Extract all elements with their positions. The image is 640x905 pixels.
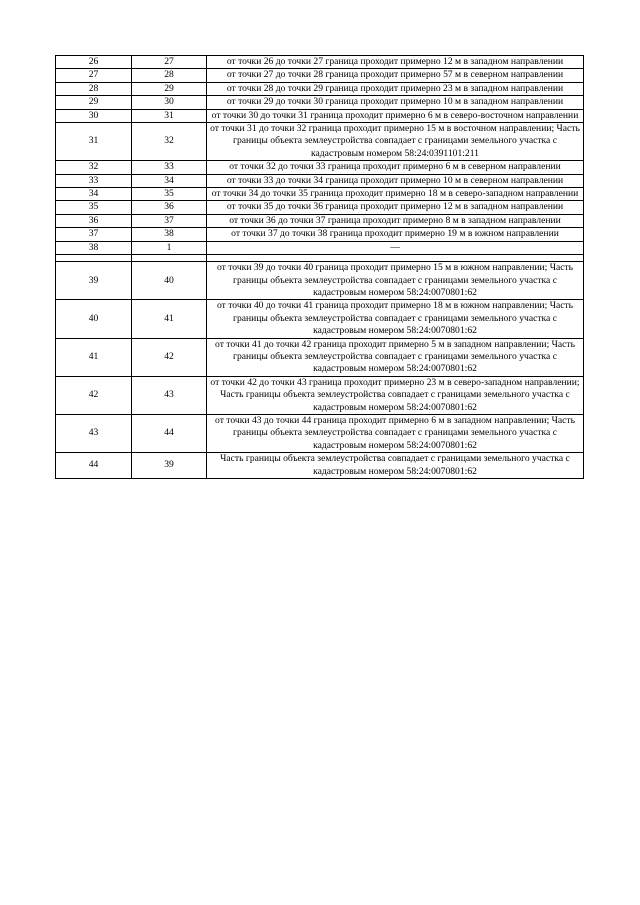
point-from-cell: 30: [56, 109, 132, 122]
point-from-cell: 27: [56, 69, 132, 82]
table-row: [56, 69, 584, 82]
boundary-description-cell: от точки 43 до точки 44 граница проходит примерно 6 м в западном направлении; Часть границы объекта землеустройства совпадает с границами земельного участка с кадастровым номером 58:24:0070801:62: [207, 414, 584, 452]
boundary-description-cell: от точки 32 до точки 33 граница проходит примерно 6 м в северном направлении: [207, 161, 584, 174]
point-from-cell: 36: [56, 214, 132, 227]
point-from-cell: 28: [56, 82, 132, 95]
point-to-cell: 28: [132, 69, 207, 82]
table-row: [56, 123, 584, 161]
table-row: [56, 414, 584, 452]
table-row: [56, 56, 584, 69]
point-to-cell: 35: [132, 188, 207, 201]
point-from-cell: 32: [56, 161, 132, 174]
point-from-cell: 43: [56, 414, 132, 452]
point-from-cell: 41: [56, 338, 132, 376]
point-from-cell: 35: [56, 201, 132, 214]
boundary-description-cell: от точки 27 до точки 28 граница проходит примерно 57 м в северном направлении: [207, 69, 584, 82]
boundary-description-cell: от точки 41 до точки 42 граница проходит примерно 5 м в западном направлении; Часть границы объекта землеустройства совпадает с границами земельного участка с кадастровым номером 58:24:0070801:62: [207, 338, 584, 376]
table-row: [56, 161, 584, 174]
point-from-cell: 29: [56, 96, 132, 109]
table-row: [56, 376, 584, 414]
point-to-cell: 29: [132, 82, 207, 95]
table-row: [56, 262, 584, 300]
boundary-description-cell: от точки 28 до точки 29 граница проходит примерно 23 м в западном направлении: [207, 82, 584, 95]
point-to-cell: 39: [132, 453, 207, 479]
boundary-description-cell: от точки 30 до точки 31 граница проходит примерно 6 м в северо-восточном направлении: [207, 109, 584, 122]
point-to-cell: 1: [132, 241, 207, 254]
table-row: [56, 453, 584, 479]
boundary-description-cell: от точки 31 до точки 32 граница проходит примерно 15 м в восточном направлении; Часть границы объекта землеустройства совпадает с границами земельного участка с кадастровым номером 58:24:0391101:211: [207, 123, 584, 161]
point-from-cell: 42: [56, 376, 132, 414]
boundary-description-cell: от точки 35 до точки 36 граница проходит примерно 12 м в западном направлении: [207, 201, 584, 214]
point-to-cell: 41: [132, 300, 207, 338]
point-from-cell: 31: [56, 123, 132, 161]
point-from-cell: 40: [56, 300, 132, 338]
point-to-cell: 33: [132, 161, 207, 174]
point-from-cell: 44: [56, 453, 132, 479]
point-from-cell: 38: [56, 241, 132, 254]
point-to-cell: 36: [132, 201, 207, 214]
boundary-description-cell: от точки 29 до точки 30 граница проходит примерно 10 м в западном направлении: [207, 96, 584, 109]
boundary-description-cell: [207, 255, 584, 262]
table-row: [56, 174, 584, 187]
point-to-cell: 34: [132, 174, 207, 187]
table-row: [56, 96, 584, 109]
table-row: [56, 214, 584, 227]
table-row: [56, 338, 584, 376]
table-row: [56, 241, 584, 254]
table-row: [56, 188, 584, 201]
boundary-description-cell: от точки 26 до точки 27 граница проходит примерно 12 м в западном направлении: [207, 56, 584, 69]
boundary-description-cell: от точки 34 до точки 35 граница проходит примерно 18 м в северо-западном направлении: [207, 188, 584, 201]
point-to-cell: 43: [132, 376, 207, 414]
boundary-description-cell: от точки 42 до точки 43 граница проходит примерно 23 м в северо-западном направлении; Часть границы объекта землеустройства совпадает с границами земельного участка с кадастровым номером 58:24:0070801:62: [207, 376, 584, 414]
point-from-cell: [56, 255, 132, 262]
boundary-description-cell: от точки 40 до точки 41 граница проходит примерно 18 м в южном направлении; Часть границы объекта землеустройства совпадает с границами земельного участка с кадастровым номером 58:24:0070801:62: [207, 300, 584, 338]
boundary-description-cell: —: [207, 241, 584, 254]
point-to-cell: 31: [132, 109, 207, 122]
boundary-description-table: [55, 55, 584, 479]
point-from-cell: 39: [56, 262, 132, 300]
point-to-cell: [132, 255, 207, 262]
boundary-description-cell: от точки 36 до точки 37 граница проходит примерно 8 м в западном направлении: [207, 214, 584, 227]
table-body: [56, 56, 584, 479]
table-row: [56, 201, 584, 214]
table-row: [56, 109, 584, 122]
point-to-cell: 38: [132, 228, 207, 241]
point-to-cell: 44: [132, 414, 207, 452]
boundary-description-cell: Часть границы объекта землеустройства совпадает с границами земельного участка с кадастровым номером 58:24:0070801:62: [207, 453, 584, 479]
point-from-cell: 33: [56, 174, 132, 187]
point-from-cell: 26: [56, 56, 132, 69]
table-spacer-row: [56, 255, 584, 262]
table-row: [56, 228, 584, 241]
boundary-description-cell: от точки 33 до точки 34 граница проходит примерно 10 м в северном направлении: [207, 174, 584, 187]
table-row: [56, 300, 584, 338]
point-to-cell: 42: [132, 338, 207, 376]
boundary-description-cell: от точки 37 до точки 38 граница проходит примерно 19 м в южном направлении: [207, 228, 584, 241]
point-to-cell: 40: [132, 262, 207, 300]
point-to-cell: 30: [132, 96, 207, 109]
point-to-cell: 32: [132, 123, 207, 161]
point-to-cell: 37: [132, 214, 207, 227]
boundary-description-cell: от точки 39 до точки 40 граница проходит примерно 15 м в южном направлении; Часть границы объекта землеустройства совпадает с границами земельного участка с кадастровым номером 58:24:0070801:62: [207, 262, 584, 300]
point-to-cell: 27: [132, 56, 207, 69]
point-from-cell: 34: [56, 188, 132, 201]
point-from-cell: 37: [56, 228, 132, 241]
table-row: [56, 82, 584, 95]
